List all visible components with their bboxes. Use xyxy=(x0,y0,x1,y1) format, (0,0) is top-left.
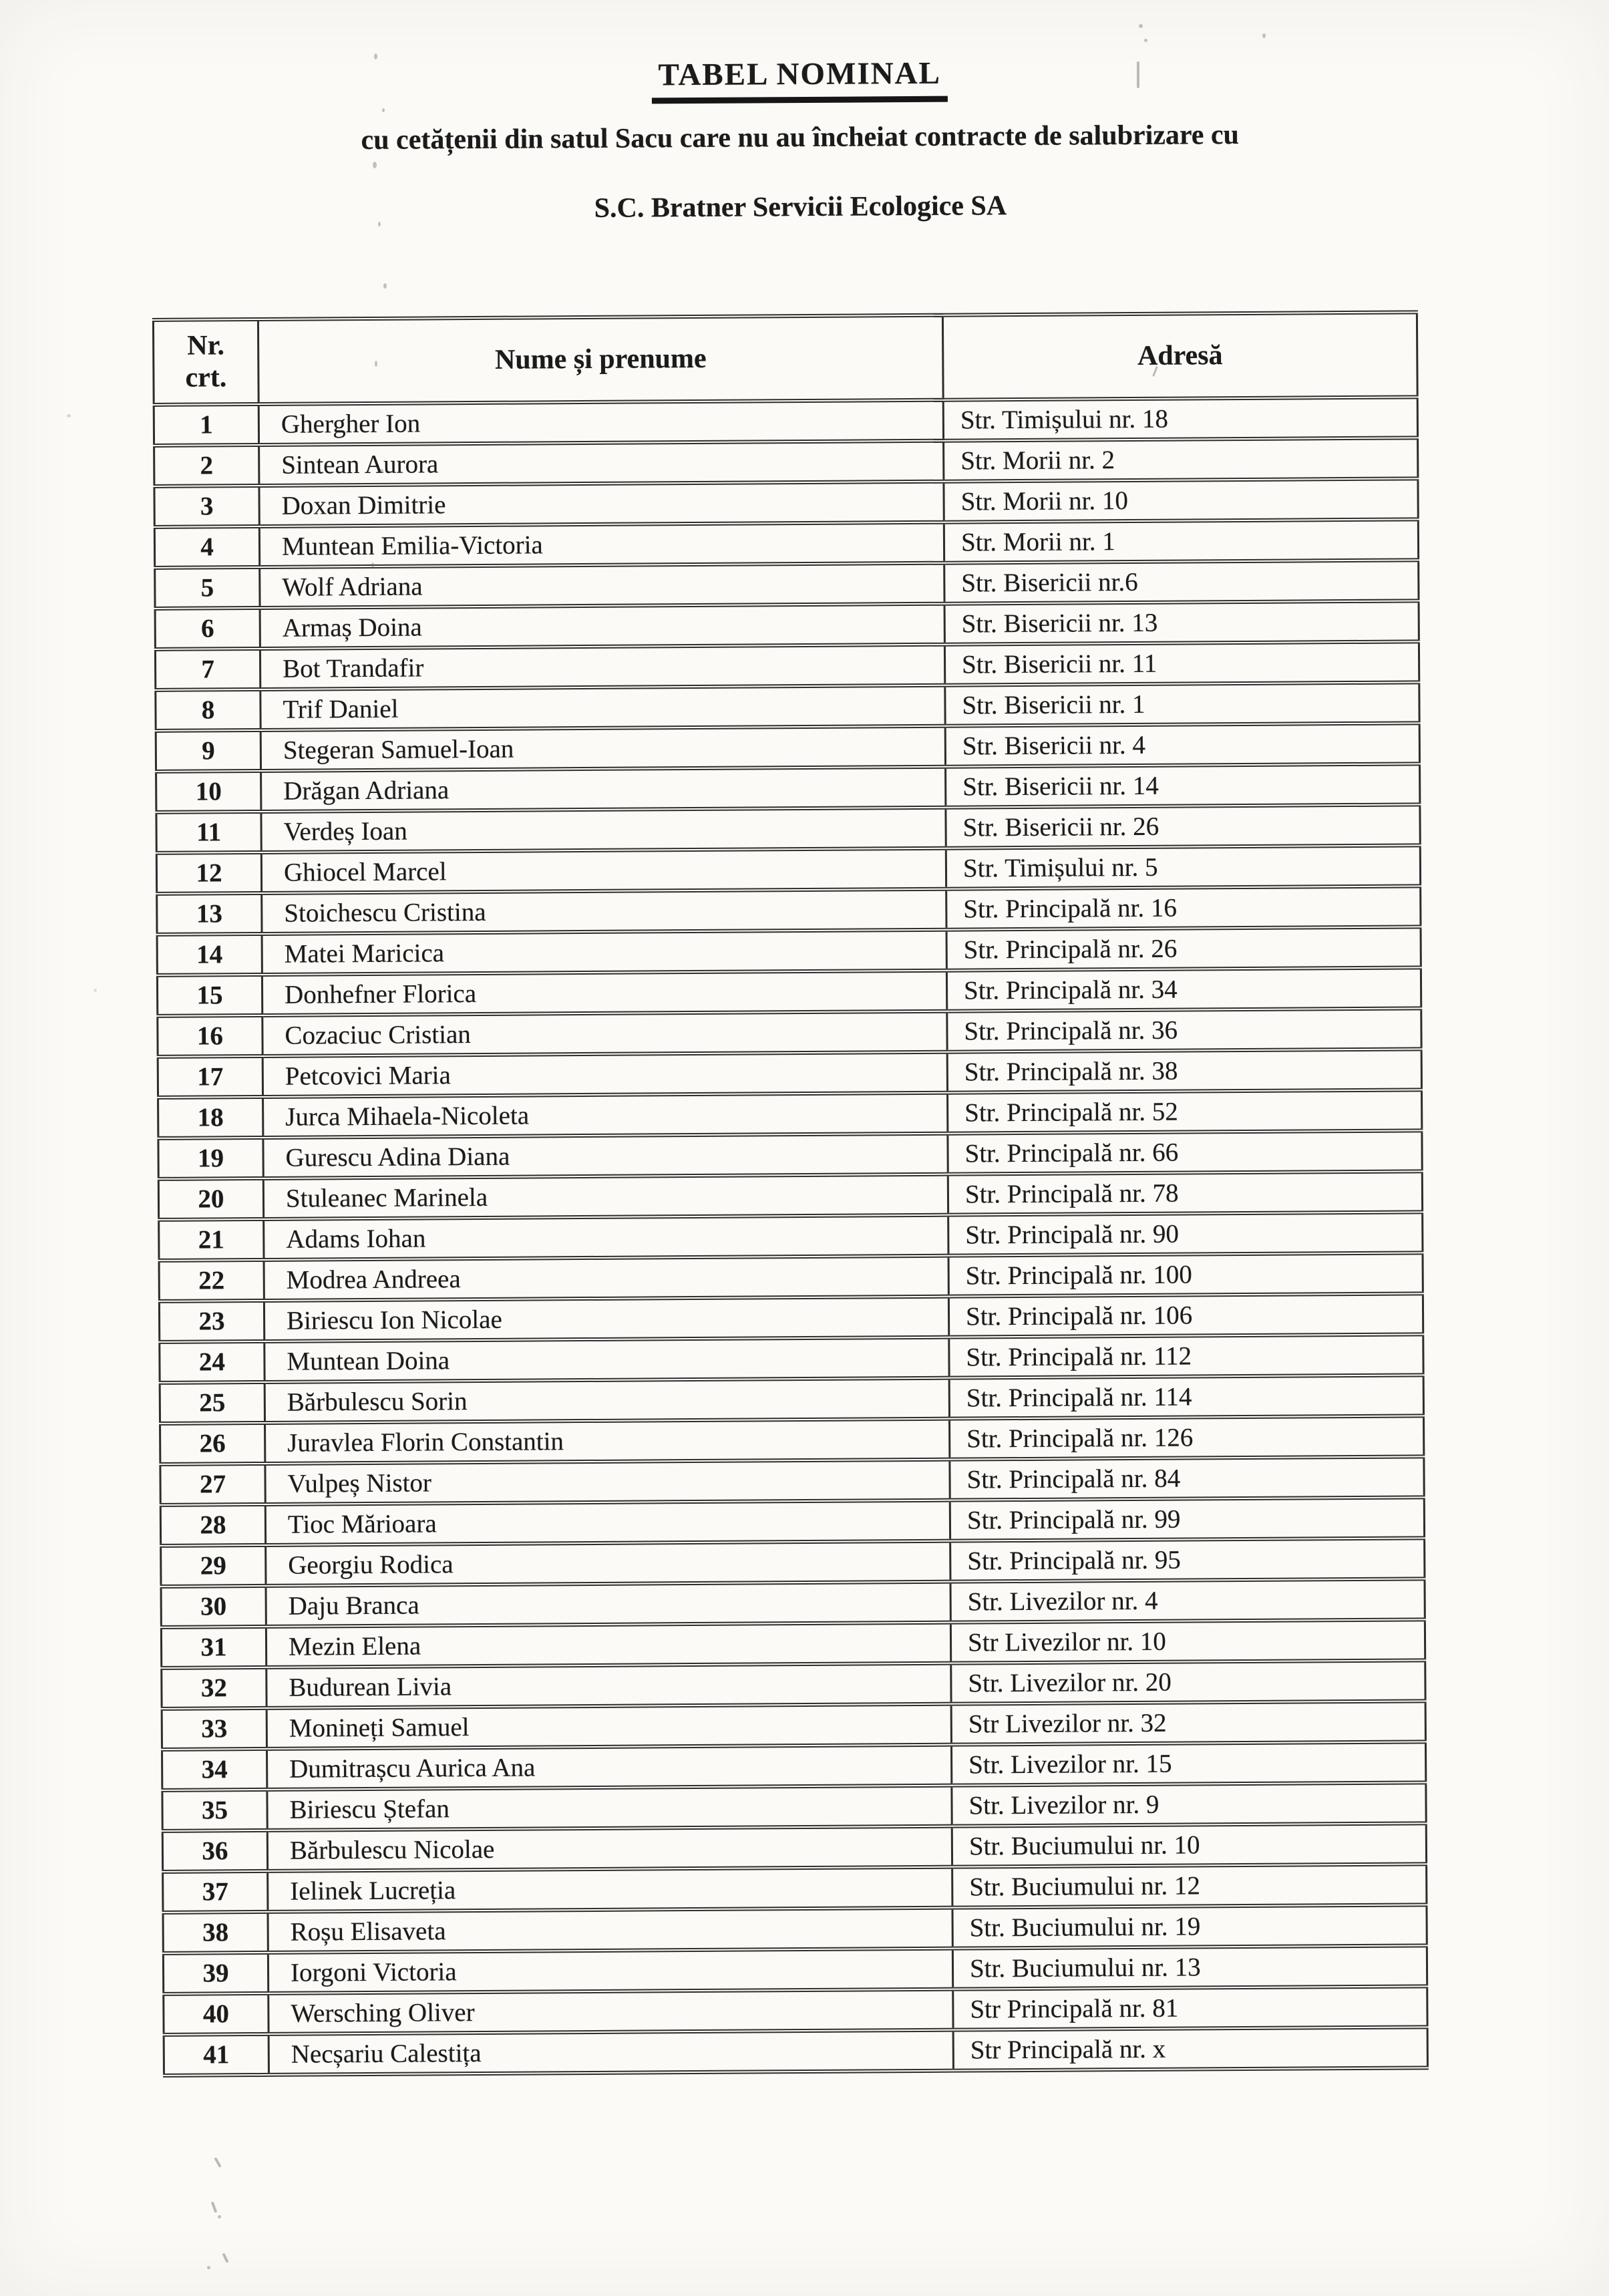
row-number-cell: 38 xyxy=(163,1912,268,1953)
table-row xyxy=(163,1864,1427,1913)
name-cell: Stegeran Samuel-Ioan xyxy=(260,726,945,771)
table-row xyxy=(164,1986,1427,2035)
name-cell: Bărbulescu Sorin xyxy=(264,1378,949,1423)
address-cell: Str Principală nr. 81 xyxy=(953,1986,1427,2029)
table-row xyxy=(154,397,1417,446)
row-number-cell: 34 xyxy=(162,1749,267,1790)
row-number-cell: 14 xyxy=(157,934,262,975)
name-cell: Stoichescu Cristina xyxy=(262,889,946,934)
scan-noise xyxy=(382,108,385,112)
address-cell: Str. Principală nr. 52 xyxy=(948,1090,1422,1133)
table-row xyxy=(156,804,1420,853)
table-row xyxy=(154,519,1418,568)
table-row xyxy=(158,1090,1422,1138)
scan-noise xyxy=(371,562,374,568)
address-cell: Str. Principală nr. 38 xyxy=(947,1049,1421,1092)
address-cell: Str. Principală nr. 99 xyxy=(950,1497,1424,1540)
row-number-cell: 35 xyxy=(162,1790,267,1831)
scan-noise xyxy=(67,414,71,418)
table-row xyxy=(160,1416,1424,1464)
address-cell: Str. Principală nr. 90 xyxy=(948,1212,1423,1255)
table-row xyxy=(162,1782,1426,1831)
name-cell: Sintean Aurora xyxy=(259,441,944,486)
name-cell: Georgiu Rodica xyxy=(266,1541,950,1586)
table-row xyxy=(160,1334,1423,1383)
name-cell: Donhefner Florica xyxy=(262,971,946,1015)
address-cell: Str. Principală nr. 36 xyxy=(947,1008,1421,1051)
row-number-cell: 1 xyxy=(154,404,258,446)
row-number-cell: 36 xyxy=(162,1830,267,1872)
address-cell: Str. Buciumului nr. 10 xyxy=(952,1823,1426,1866)
scan-noise xyxy=(378,222,381,226)
table-row xyxy=(162,1742,1426,1790)
name-cell: Mezin Elena xyxy=(266,1623,950,1667)
row-number-cell: 3 xyxy=(154,486,259,527)
name-cell: Monineți Samuel xyxy=(266,1704,951,1749)
address-cell: Str. Principală nr. 126 xyxy=(949,1416,1423,1459)
name-cell: Roșu Elisaveta xyxy=(268,1908,952,1953)
address-cell: Str. Livezilor nr. 9 xyxy=(952,1782,1426,1826)
address-cell: Str. Principală nr. 78 xyxy=(948,1171,1422,1214)
address-cell: Str. Bisericii nr. 11 xyxy=(944,641,1419,685)
name-cell: Dumitrașcu Aurica Ana xyxy=(266,1745,951,1790)
table-row xyxy=(163,1905,1427,1953)
row-number-cell: 12 xyxy=(156,852,261,894)
row-number-cell: 5 xyxy=(155,567,260,609)
row-number-cell: 10 xyxy=(156,771,261,812)
name-cell: Gurescu Adina Diana xyxy=(263,1134,948,1178)
name-cell: Biriescu Ion Nicolae xyxy=(264,1297,948,1341)
row-number-cell: 23 xyxy=(159,1301,264,1342)
name-cell: Matei Maricica xyxy=(262,930,946,975)
table-row xyxy=(156,764,1420,812)
address-cell: Str. Principală nr. 16 xyxy=(946,886,1421,929)
address-cell: Str. Principală nr. 112 xyxy=(949,1334,1423,1377)
table-row xyxy=(164,2027,1427,2076)
table-row xyxy=(159,1253,1423,1301)
document-title-wrap xyxy=(0,51,1604,108)
table-row xyxy=(162,1660,1425,1709)
row-number-cell: 19 xyxy=(158,1138,263,1179)
name-cell: Muntean Doina xyxy=(264,1337,949,1382)
address-cell: Str. Buciumului nr. 19 xyxy=(952,1905,1427,1948)
table-row xyxy=(156,682,1419,731)
table-row xyxy=(154,478,1418,527)
name-cell: Vulpeș Nistor xyxy=(265,1460,950,1504)
address-cell: Str Livezilor nr. 32 xyxy=(951,1701,1425,1744)
scan-noise xyxy=(94,989,97,992)
name-cell: Wolf Adriana xyxy=(260,563,944,608)
table-row xyxy=(156,845,1420,894)
address-cell: Str Livezilor nr. 10 xyxy=(950,1619,1425,1663)
row-number-cell: 15 xyxy=(157,975,262,1016)
row-number-cell: 13 xyxy=(157,893,262,935)
row-number-cell: 28 xyxy=(160,1504,265,1546)
address-cell: Str. Bisericii nr. 1 xyxy=(945,682,1419,725)
table-row xyxy=(158,1049,1421,1098)
address-cell: Str. Livezilor nr. 15 xyxy=(951,1742,1425,1785)
row-number-cell: 29 xyxy=(161,1545,266,1587)
table-row xyxy=(160,1456,1424,1505)
address-cell: Str. Principală nr. 114 xyxy=(949,1375,1423,1418)
address-cell: Str. Morii nr. 10 xyxy=(944,478,1418,522)
table-row xyxy=(157,967,1421,1016)
row-number-cell: 17 xyxy=(158,1056,262,1098)
row-number-cell: 20 xyxy=(158,1178,263,1220)
row-number-cell: 27 xyxy=(160,1464,265,1505)
row-number-cell: 16 xyxy=(158,1015,262,1057)
address-cell: Str. Bisericii nr. 26 xyxy=(946,804,1420,848)
name-cell: Tioc Mărioara xyxy=(265,1500,950,1545)
address-cell: Str. Bisericii nr. 13 xyxy=(944,601,1419,644)
address-cell: Str. Timișului nr. 5 xyxy=(946,845,1420,888)
row-number-cell: 6 xyxy=(155,608,260,649)
document-subtitle-line1: cu cetățenii din satul Sacu care nu au încheiat contracte de salubrizare cu xyxy=(361,120,1240,156)
address-cell: Str. Principală nr. 66 xyxy=(948,1130,1422,1174)
table-row xyxy=(159,1293,1423,1342)
name-cell: Ielinek Lucreția xyxy=(268,1867,952,1912)
row-number-cell: 8 xyxy=(156,689,260,731)
table-row xyxy=(162,1823,1426,1872)
name-cell: Juravlea Florin Constantin xyxy=(265,1419,950,1464)
row-number-cell: 32 xyxy=(162,1667,266,1709)
address-cell: Str. Livezilor nr. 4 xyxy=(950,1579,1425,1622)
table-header xyxy=(153,312,1417,405)
column-header-nr-line2: crt. xyxy=(185,361,227,393)
scan-noise xyxy=(1139,24,1143,28)
address-cell: Str. Principală nr. 100 xyxy=(948,1253,1423,1296)
name-cell: Doxan Dimitrie xyxy=(259,482,944,526)
name-cell: Adams Iohan xyxy=(264,1215,948,1260)
row-number-cell: 21 xyxy=(159,1219,264,1261)
name-cell: Trif Daniel xyxy=(260,685,945,730)
row-number-cell: 7 xyxy=(155,649,260,690)
address-cell: Str. Morii nr. 2 xyxy=(944,438,1418,481)
address-cell: Str. Bisericii nr. 14 xyxy=(946,764,1420,807)
scan-noise xyxy=(373,162,377,168)
table-row xyxy=(156,723,1419,772)
name-cell: Daju Branca xyxy=(266,1582,950,1627)
name-cell: Armaș Doina xyxy=(260,604,944,649)
document-title: TABEL NOMINAL xyxy=(651,55,948,104)
column-header-address: Adresă xyxy=(942,312,1417,399)
name-cell: Ghiocel Marcel xyxy=(261,848,946,893)
row-number-cell: 25 xyxy=(160,1382,264,1424)
name-cell: Bot Trandafir xyxy=(260,645,944,689)
table-row xyxy=(161,1619,1425,1668)
row-number-cell: 33 xyxy=(162,1708,266,1750)
table-row xyxy=(154,438,1418,486)
table-row xyxy=(158,1130,1422,1179)
row-number-cell: 4 xyxy=(154,526,259,568)
scan-noise xyxy=(380,469,383,473)
scan-noise xyxy=(375,361,377,367)
address-cell: Str. Timișului nr. 18 xyxy=(943,397,1417,440)
name-cell: Muntean Emilia-Victoria xyxy=(259,522,944,567)
table-row xyxy=(155,601,1419,649)
name-cell: Wersching Oliver xyxy=(269,1989,953,2034)
column-header-name: Nume și prenume xyxy=(258,315,943,404)
column-header-nr-line1: Nr. xyxy=(187,330,225,362)
name-cell: Necșariu Calestița xyxy=(269,2030,953,2075)
row-number-cell: 30 xyxy=(161,1586,266,1627)
address-cell: Str. Principală nr. 106 xyxy=(948,1293,1423,1337)
name-cell: Petcovici Maria xyxy=(262,1052,947,1097)
name-cell: Cozaciuc Cristian xyxy=(262,1011,947,1056)
table-row xyxy=(158,1171,1422,1220)
name-cell: Budurean Livia xyxy=(266,1663,951,1708)
row-number-cell: 39 xyxy=(163,1953,268,1994)
column-header-nr-crt xyxy=(153,319,258,405)
table-row xyxy=(158,1008,1421,1057)
table-row xyxy=(160,1497,1424,1546)
row-number-cell: 9 xyxy=(156,730,260,772)
name-cell: Stuleanec Marinela xyxy=(263,1174,948,1219)
name-cell: Biriescu Ștefan xyxy=(267,1786,952,1830)
row-number-cell: 41 xyxy=(164,2034,269,2076)
row-number-cell: 18 xyxy=(158,1097,263,1138)
address-cell: Str. Buciumului nr. 12 xyxy=(952,1864,1427,1907)
table-row xyxy=(162,1701,1425,1750)
row-number-cell: 31 xyxy=(161,1627,266,1668)
name-cell: Bărbulescu Nicolae xyxy=(267,1826,952,1871)
table-row xyxy=(157,886,1421,935)
scan-noise xyxy=(1262,33,1266,38)
name-cell: Drăgan Adriana xyxy=(261,767,946,812)
address-cell: Str. Buciumului nr. 13 xyxy=(952,1945,1427,1989)
row-number-cell: 26 xyxy=(160,1423,265,1464)
address-cell: Str. Livezilor nr. 20 xyxy=(951,1660,1425,1703)
document-subtitle-line2: S.C. Bratner Servicii Ecologice SA xyxy=(594,190,1007,224)
table-body xyxy=(154,397,1427,2076)
scan-noise xyxy=(218,2215,221,2219)
address-cell: Str. Principală nr. 84 xyxy=(950,1456,1424,1500)
table-row xyxy=(157,927,1421,975)
table-row xyxy=(155,560,1419,609)
address-cell: Str. Bisericii nr. 4 xyxy=(945,723,1419,766)
row-number-cell: 2 xyxy=(154,445,259,486)
row-number-cell: 11 xyxy=(156,812,261,853)
name-cell: Ghergher Ion xyxy=(258,400,943,445)
table-row xyxy=(155,641,1419,690)
scan-noise xyxy=(1137,61,1139,88)
row-number-cell: 22 xyxy=(159,1260,264,1301)
address-cell: Str. Principală nr. 34 xyxy=(946,967,1421,1011)
table-row xyxy=(161,1579,1425,1627)
name-cell: Iorgoni Victoria xyxy=(268,1949,952,1993)
table-row xyxy=(159,1212,1423,1261)
row-number-cell: 24 xyxy=(160,1341,264,1383)
name-cell: Verdeș Ioan xyxy=(261,808,946,852)
address-cell: Str. Morii nr. 1 xyxy=(944,519,1418,562)
row-number-cell: 37 xyxy=(163,1871,268,1913)
address-cell: Str. Principală nr. 26 xyxy=(946,927,1421,970)
address-cell: Str. Bisericii nr.6 xyxy=(944,560,1419,603)
row-number-cell: 40 xyxy=(164,1993,269,2035)
scan-noise xyxy=(383,283,387,289)
table-row xyxy=(160,1375,1423,1424)
scan-noise xyxy=(1144,39,1147,42)
address-cell: Str Principală nr. x xyxy=(953,2027,1427,2070)
scan-noise xyxy=(374,53,377,59)
name-cell: Jurca Mihaela-Nicoleta xyxy=(263,1093,948,1138)
address-cell: Str. Principală nr. 95 xyxy=(950,1538,1425,1581)
name-cell: Modrea Andreea xyxy=(264,1256,948,1301)
nominal-table xyxy=(152,310,1429,2078)
table-header-row xyxy=(153,312,1417,405)
scan-noise xyxy=(207,2266,210,2269)
table-row xyxy=(163,1945,1427,1994)
table-row xyxy=(161,1538,1425,1587)
